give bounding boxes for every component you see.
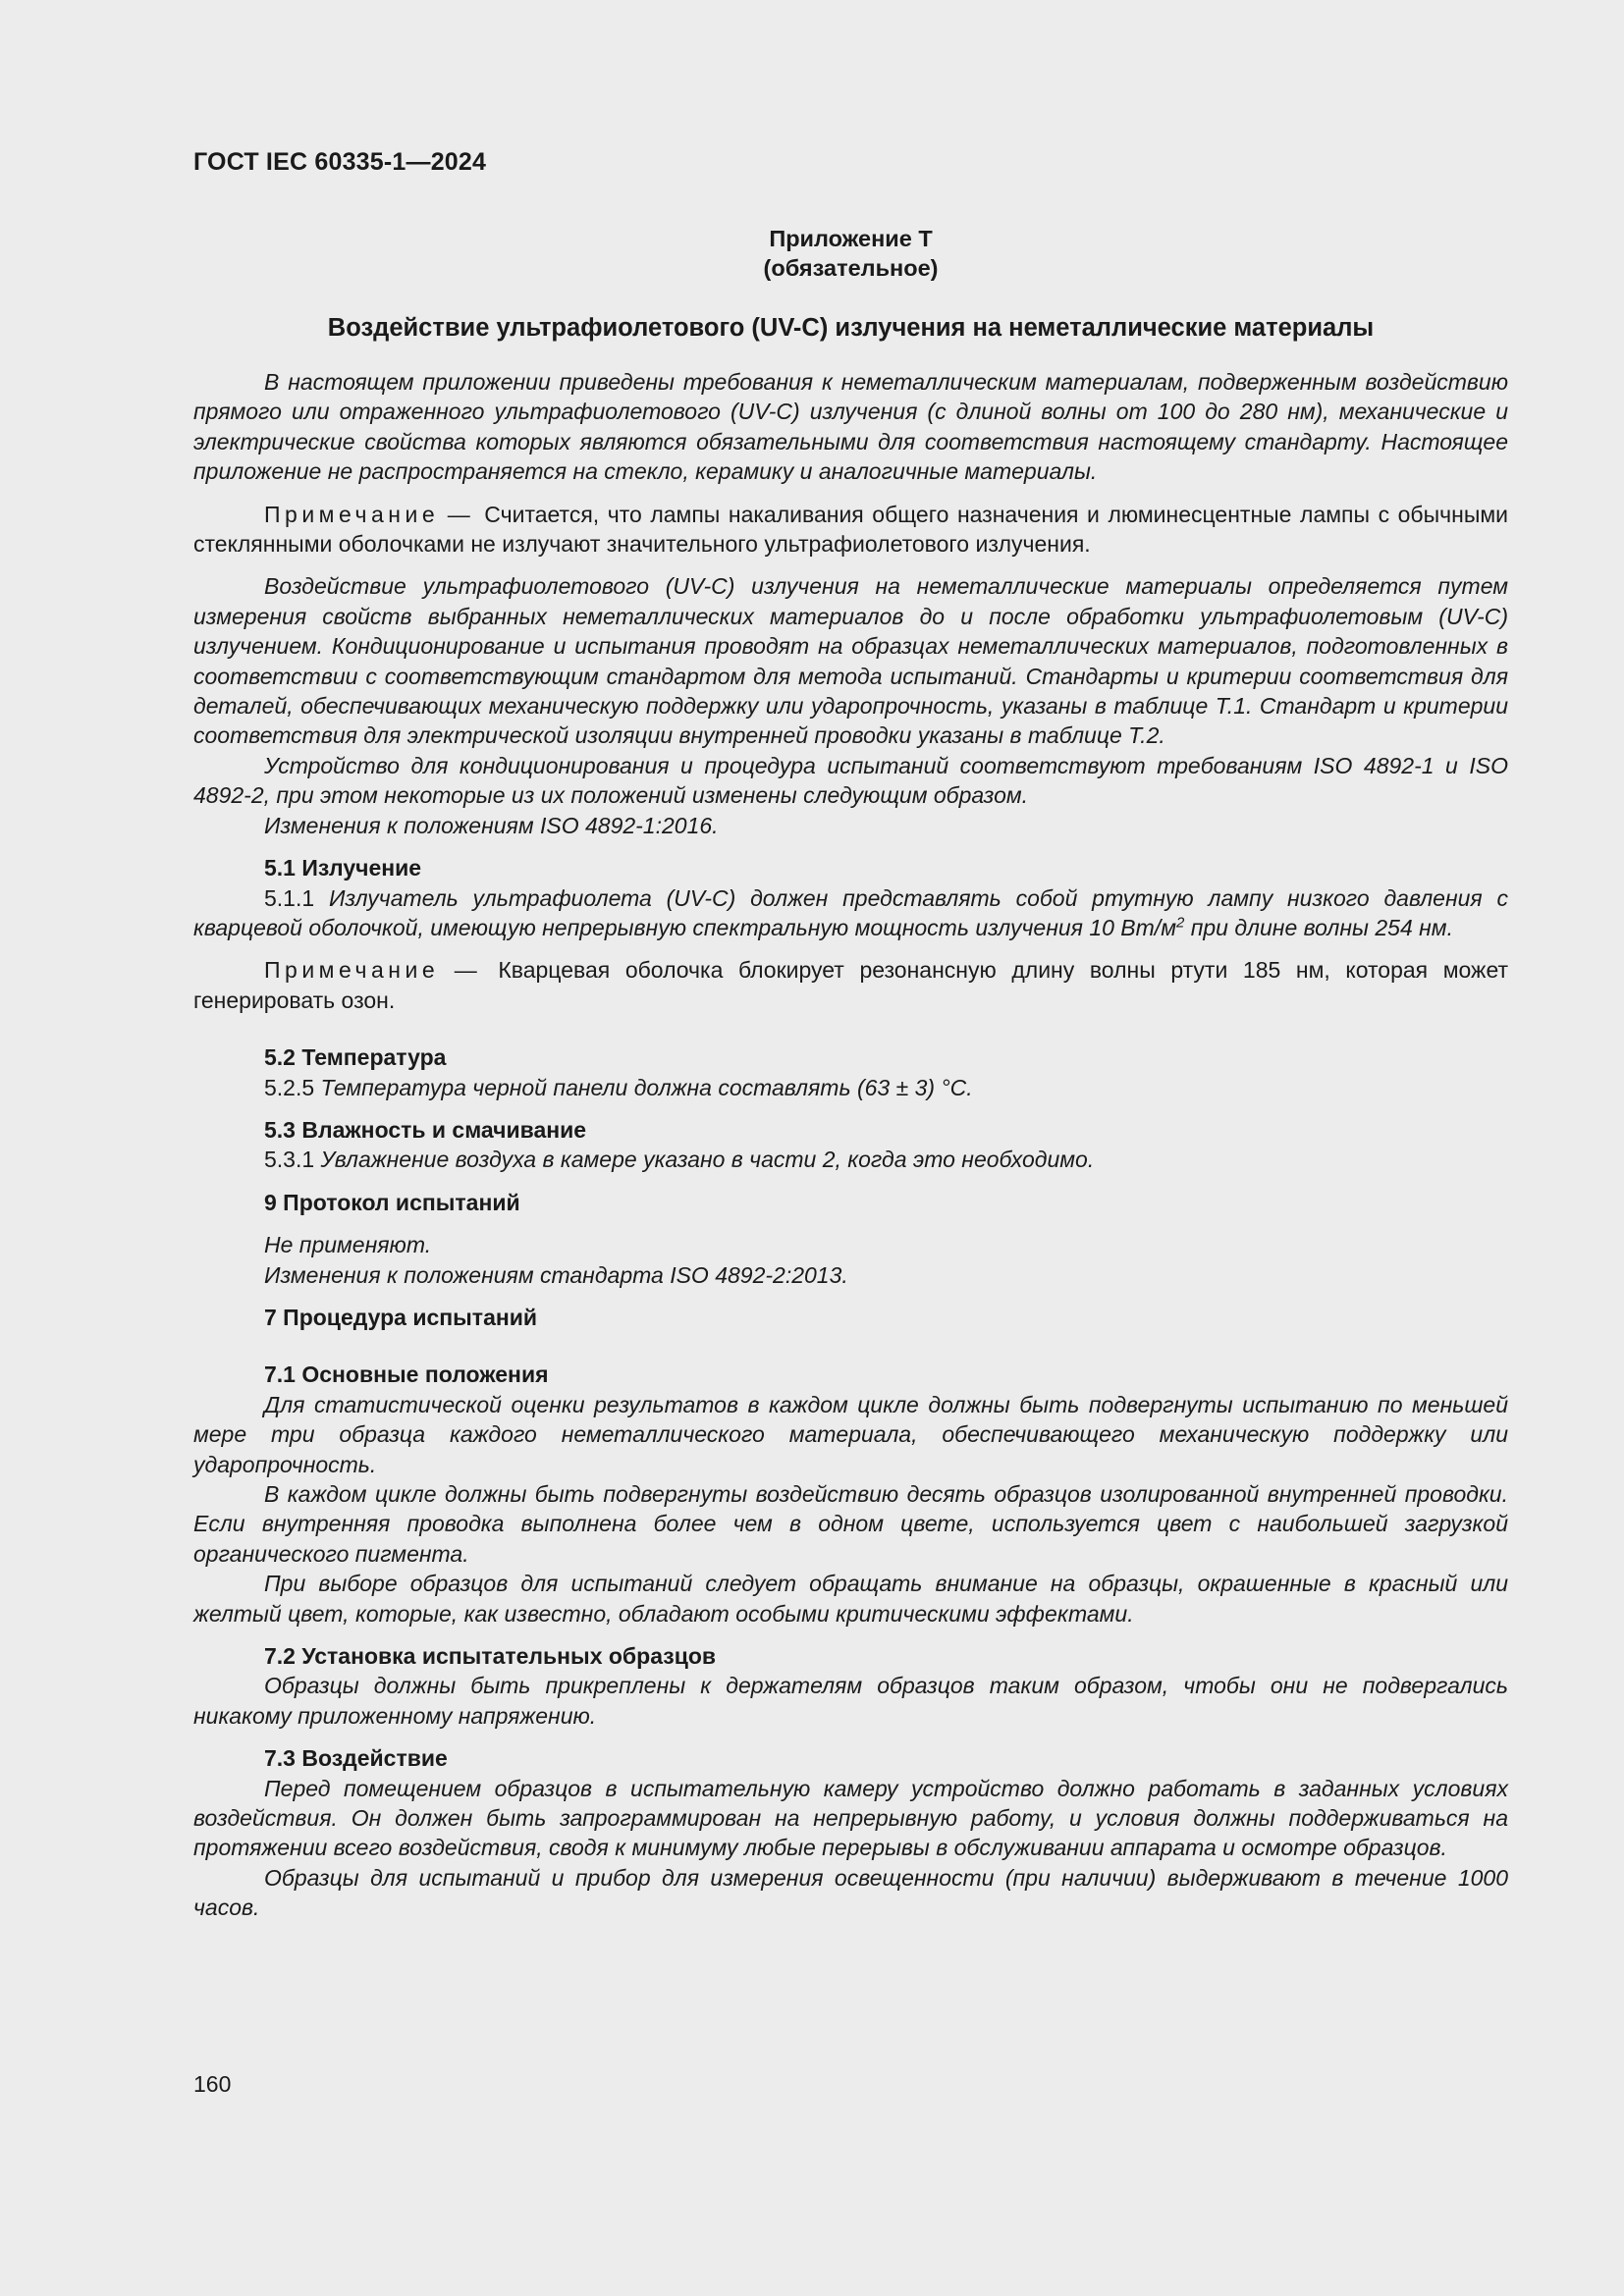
heading-7-3: 7.3 Воздействие	[264, 1745, 448, 1772]
annex-name: Приложение Т	[769, 226, 933, 251]
note-1-text: Считается, что лампы накаливания общего назначения и люминесцентные лампы с обычными стеклянными оболочками не излучают значительного ультрафиолетового излучения.	[193, 501, 1509, 558]
page-number: 160	[193, 2071, 232, 2097]
paragraph-conditioning: Устройство для кондиционирования и процедура испытаний соответствуют требованиям ISO 4892-1 и ISO 4892-2, при этом некоторые из их положений изменены следующим образом.	[193, 752, 1508, 809]
paragraph-7-2: Образцы должны быть прикреплены к держателям образцов таким образом, чтобы они не подвергались никакому приложенному напряжению.	[193, 1673, 1508, 1729]
page-content	[193, 224, 1508, 1923]
annex-status: (обязательное)	[763, 255, 939, 281]
heading-5-1: 5.1 Излучение	[264, 855, 422, 881]
clause-5-3-1	[193, 1145, 1508, 1174]
note-2-text: Кварцевая оболочка блокирует резонансную длину волны ртути 185 нм, которая может генерировать озон.	[193, 957, 1509, 1013]
note-dash: —	[454, 957, 477, 984]
clause-number: 5.3.1	[264, 1147, 315, 1173]
paragraph-uv-effect: Воздействие ультрафиолетового (UV-C) излучения на неметаллические материалы определяется путем измерения свойств выбранных неметаллических материалов до и после обработки ультрафиолетовым (UV-C) излучением. Кондиционирование и испытания проводят на образцах неметаллических материалов, подготовленных в соответствии с соответствующим стандартом для метода испытаний. Стандарты и критерии соответствия для деталей, обеспечивающих механическую поддержку или ударопрочность, указаны в таблице Т.1. Стандарт и критерии соответствия для электрической изоляции внутренней проводки указаны в таблице Т.2.	[193, 573, 1508, 749]
clause-number: 5.2.5	[264, 1074, 315, 1100]
clause-5-2-5-text: Температура черной панели должна составлять (63 ± 3) °С.	[320, 1074, 973, 1100]
note-label: Примечание	[264, 957, 440, 984]
clause-5-1-1-text-a: Излучатель ультрафиолета (UV-C) должен представлять собой ртутную лампу низкого давления с кварцевой оболочкой, имеющую непрерывную спектральную мощность излучения 10 Вт/м	[193, 884, 1508, 940]
paragraph-not-applied: Не применяют.	[264, 1232, 432, 1258]
note-2	[193, 955, 1508, 1015]
annex-title: Воздействие ультрафиолетового (UV-C) излучения на неметаллические материалы	[327, 314, 1375, 342]
paragraph-intro: В настоящем приложении приведены требования к неметаллическим материалам, подверженным воздействию прямого или отраженного ультрафиолетового (UV-C) излучения (с длиной волны от 100 до 280 нм), механические и электрические свойства которых являются обязательными для соответствия настоящему стандарту. Настоящее приложение не распространяется на стекло, керамику и аналогичные материалы.	[193, 369, 1508, 485]
paragraph-changes-4892-1: Изменения к положениям ISO 4892-1:2016.	[264, 812, 719, 838]
note-dash: —	[447, 501, 470, 527]
clause-number: 5.1.1	[264, 884, 315, 911]
paragraph-7-1-b: В каждом цикле должны быть подвергнуты воздействию десять образцов изолированной внутренней проводки. Если внутренняя проводка выполнена более чем в одном цвете, используется цвет с наибольшей загрузкой органического пигмента.	[193, 1481, 1508, 1567]
paragraph-7-1-c: При выборе образцов для испытаний следует обращать внимание на образцы, окрашенные в красный или желтый цвет, которые, как известно, обладают особыми критическими эффектами.	[193, 1571, 1508, 1627]
paragraph-7-3-a: Перед помещением образцов в испытательную камеру устройство должно работать в заданных условиях воздействия. Он должен быть запрограммирован на непрерывную работу, и условия должны поддерживаться на протяжении всего воздействия, сводя к минимуму любые перерывы в обслуживании аппарата и осмотре образцов.	[193, 1775, 1508, 1861]
note-label: Примечание	[264, 501, 440, 527]
clause-5-2-5	[193, 1073, 1508, 1102]
superscript: 2	[1175, 914, 1185, 932]
paragraph-7-1-a: Для статистической оценки результатов в каждом цикле должны быть подвергнуты испытанию по меньшей мере три образца каждого неметаллического материала, обеспечивающего механическую поддержку или ударопрочность.	[193, 1391, 1508, 1477]
paragraph-7-3-b: Образцы для испытаний и прибор для измерения освещенности (при наличии) выдерживают в течение 1000 часов.	[193, 1864, 1508, 1921]
paragraph-changes-4892-2: Изменения к положениям стандарта ISO 4892-2:2013.	[264, 1261, 848, 1288]
clause-5-1-1-text-b: при длине волны 254 нм.	[1190, 914, 1453, 940]
heading-7: 7 Процедура испытаний	[264, 1304, 538, 1330]
clause-5-1-1	[193, 883, 1508, 943]
heading-7-2: 7.2 Установка испытательных образцов	[264, 1643, 717, 1670]
heading-7-1: 7.1 Основные положения	[264, 1362, 549, 1388]
standard-header: ГОСТ IEC 60335-1—2024	[193, 148, 487, 176]
note-1	[193, 500, 1508, 560]
heading-9: 9 Протокол испытаний	[264, 1189, 520, 1215]
heading-5-3: 5.3 Влажность и смачивание	[264, 1116, 587, 1143]
clause-5-3-1-text: Увлажнение воздуха в камере указано в части 2, когда это необходимо.	[320, 1147, 1095, 1173]
heading-5-2: 5.2 Температура	[264, 1044, 447, 1071]
